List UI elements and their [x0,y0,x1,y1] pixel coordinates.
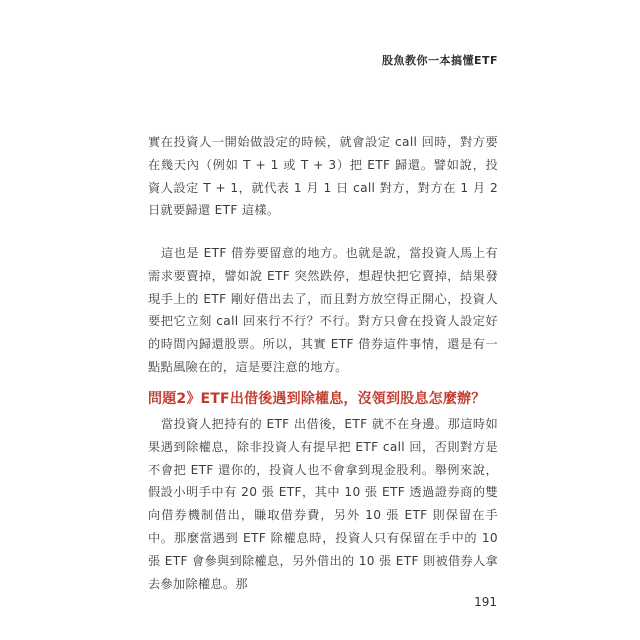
paragraph-dividend-example: 當投資人把持有的 ETF 出借後，ETF 就不在身邊。那這時如果遇到除權息，除非投資人有提早把 ETF call 回，否則對方是不會把 ETF 還你的，投資人也不會拿到現金股利。舉例來說，假設小明手中有 20 張 ETF，其中 10 張 ETF 透過證券商的雙向借券機制借出，賺取借券費，另外 10 張 ETF 則保留在手中。那麼當遇到 ETF 除權息時，投資人只有保留在手中的 10 張 ETF 會參與到除權息，另外借出的 10 張 ETF 則被借券人拿去參加除權息。那 [148,417,498,591]
running-header-title: 股魚教你一本搞懂ETF [381,54,498,67]
page-number: 191 [474,595,497,609]
paragraph-lending-risk: 這也是 ETF 借券要留意的地方。也就是說，當投資人馬上有需求要賣掉，譬如說 ETF 突然跌停，想趕快把它賣掉，結果發現手上的 ETF 剛好借出去了，而且對方放空得正開心，投資人要把它立刻 call 回來行不行？不行。對方只會在投資人設定好的時間內歸還股票。所以，其實 ETF 借券這件事情，還是有一點點風險在的，這是要注意的地方。 [148,246,498,374]
section-heading-question-2: 問題2》ETF出借後遇到除權息，沒領到股息怎麼辦？ [148,391,486,407]
paragraph-settlement-example: 實在投資人一開始做設定的時候，就會設定 call 回時，對方要在幾天內（例如 T + 1 或 T + 3）把 ETF 歸還。譬如說，投資人設定 T + 1，就代表 1 月 1 日 call 對方，對方在 1 月 2 日就要歸還 ETF 這樣。 [148,135,498,218]
